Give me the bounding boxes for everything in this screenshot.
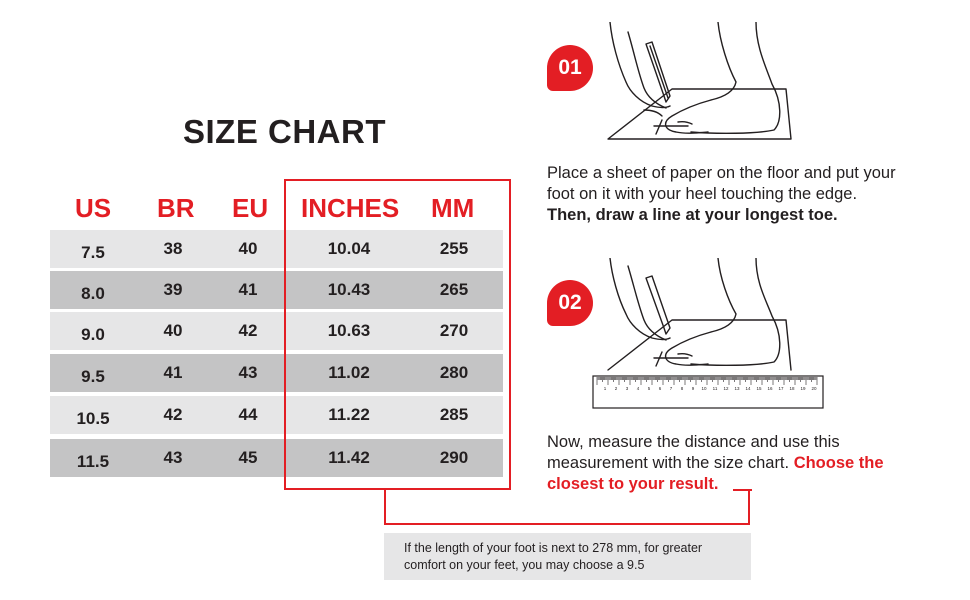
cell-eu: 41 bbox=[238, 280, 258, 299]
ruler-number: 20 bbox=[811, 386, 817, 391]
cell-eu: 43 bbox=[238, 363, 258, 382]
foot-measuring-illustration bbox=[596, 258, 796, 376]
cell-mm: 265 bbox=[439, 280, 469, 299]
cell-eu: 45 bbox=[238, 448, 258, 467]
cell-br: 43 bbox=[163, 448, 183, 467]
ruler-number: 7 bbox=[669, 386, 673, 391]
ruler-number: 15 bbox=[756, 386, 762, 391]
tip-note-line2: comfort on your feet, you may choose a 9.5 bbox=[404, 558, 645, 572]
ruler-number: 2 bbox=[614, 386, 618, 391]
ruler-number: 11 bbox=[712, 386, 718, 391]
cell-inches: 10.04 bbox=[327, 239, 371, 258]
header-mm: MM bbox=[431, 193, 475, 223]
cell-mm: 280 bbox=[439, 363, 469, 382]
page-title: SIZE CHART bbox=[183, 113, 386, 150]
ruler-number: 1 bbox=[603, 386, 607, 391]
cell-us: 7.5 bbox=[81, 243, 105, 262]
cell-inches: 11.22 bbox=[328, 405, 370, 424]
ruler-number: 16 bbox=[767, 386, 773, 391]
cell-mm: 285 bbox=[439, 405, 469, 424]
step-2-red-line3: closest to your result. bbox=[547, 475, 719, 493]
ruler-number: 19 bbox=[800, 386, 806, 391]
ruler-illustration bbox=[592, 375, 824, 409]
cell-us: 9.5 bbox=[81, 367, 105, 386]
cell-eu: 44 bbox=[238, 405, 258, 424]
step-2-red: Choose the bbox=[793, 454, 884, 472]
step-1-badge: 01 bbox=[547, 45, 593, 91]
ruler-number: 3 bbox=[625, 386, 629, 391]
ruler-number: 12 bbox=[723, 386, 729, 391]
step-1-text bbox=[547, 163, 937, 226]
header-br: BR bbox=[157, 193, 195, 223]
cell-us: 10.5 bbox=[76, 409, 110, 428]
cell-br: 41 bbox=[163, 363, 183, 382]
step-2-text bbox=[547, 432, 937, 495]
cell-inches: 10.63 bbox=[327, 321, 371, 340]
cell-us: 11.5 bbox=[76, 452, 110, 471]
cell-eu: 40 bbox=[238, 239, 258, 258]
ruler-number: 6 bbox=[658, 386, 662, 391]
cell-inches: 10.43 bbox=[327, 280, 371, 299]
ruler-number: 9 bbox=[691, 386, 695, 391]
cell-us: 9.0 bbox=[81, 325, 105, 344]
step-2-line1: Now, measure the distance and use this bbox=[547, 433, 840, 451]
header-inches: INCHES bbox=[301, 193, 400, 223]
tip-note-line1: If the length of your foot is next to 278 mm, for greater bbox=[404, 541, 703, 555]
foot-on-paper-illustration bbox=[596, 22, 796, 152]
cell-eu: 42 bbox=[238, 321, 258, 340]
cell-mm: 270 bbox=[439, 321, 469, 340]
ruler-number: 18 bbox=[789, 386, 795, 391]
tip-note bbox=[384, 533, 751, 580]
ruler-number: 14 bbox=[745, 386, 751, 391]
cell-mm: 255 bbox=[439, 239, 469, 258]
step-2-badge: 02 bbox=[547, 280, 593, 326]
cell-br: 39 bbox=[163, 280, 183, 299]
cell-br: 40 bbox=[163, 321, 183, 340]
connector-line-start bbox=[733, 489, 752, 491]
step-1-bold: Then, draw a line at your longest toe. bbox=[547, 206, 838, 224]
cell-mm: 290 bbox=[439, 448, 469, 467]
cell-inches: 11.02 bbox=[328, 363, 370, 382]
cell-br: 42 bbox=[163, 405, 183, 424]
step-2-line2: measurement with the size chart. bbox=[547, 454, 794, 472]
highlight-box bbox=[284, 179, 511, 490]
ruler-number: 8 bbox=[680, 386, 684, 391]
cell-br: 38 bbox=[163, 239, 183, 258]
step-1-line2: foot on it with your heel touching the edge. bbox=[547, 185, 858, 203]
header-us: US bbox=[75, 193, 112, 223]
ruler-number: 4 bbox=[636, 386, 640, 391]
cell-us: 8.0 bbox=[81, 284, 105, 303]
ruler-number: 5 bbox=[647, 386, 651, 391]
step-1-line1: Place a sheet of paper on the floor and put your bbox=[547, 164, 896, 182]
cell-inches: 11.42 bbox=[328, 448, 370, 467]
header-eu: EU bbox=[232, 193, 269, 223]
ruler-number: 17 bbox=[778, 386, 784, 391]
ruler-number: 10 bbox=[701, 386, 707, 391]
ruler-number: 13 bbox=[734, 386, 740, 391]
